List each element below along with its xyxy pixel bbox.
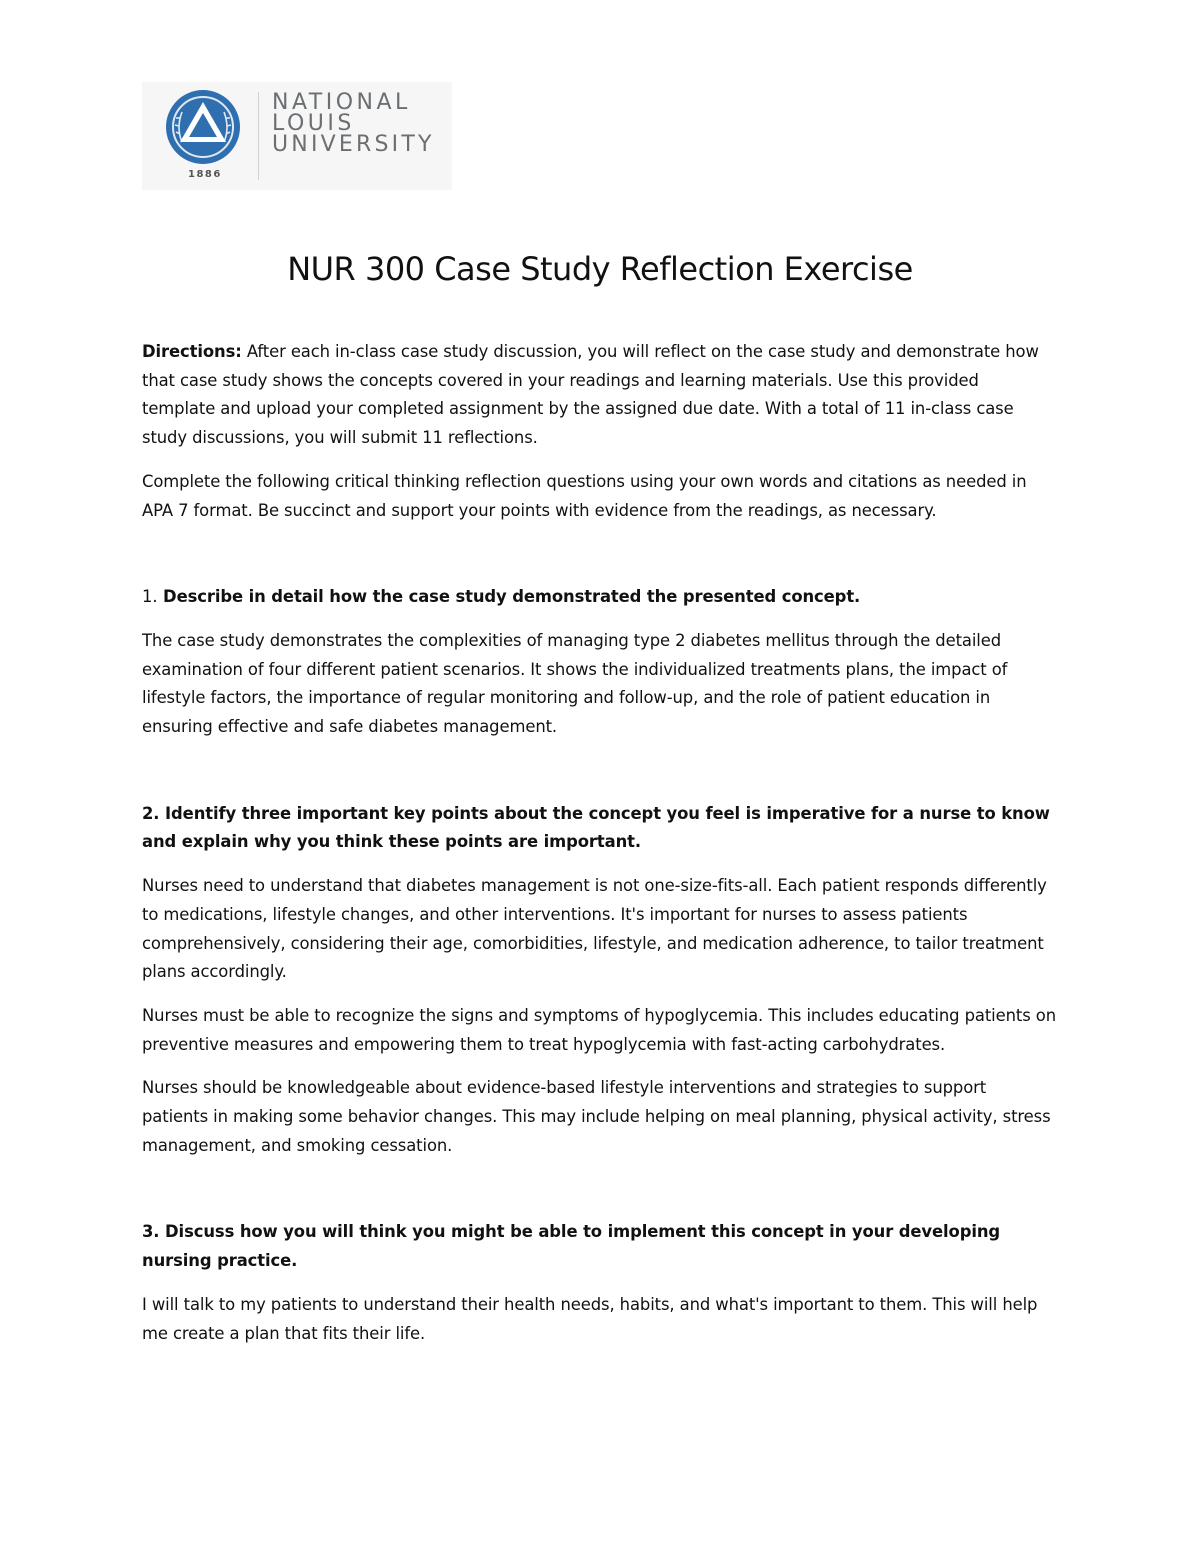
question-2: [142, 800, 1057, 857]
question-2-number: 2.: [142, 803, 160, 823]
instructions-paragraph: Complete the following critical thinking reflection questions using your own words and citations as needed in APA 7 format. Be succinct and support your points with evidence from the readings, as necessary.: [142, 471, 1027, 520]
directions-text: After each in-class case study discussion, you will reflect on the case study and demonstrate how that case study shows the concepts covered in your readings and learning materials. Use this provided template and upload your completed assignment by the assigned due date. With a total of 11 in-class case study discussions, you will submit 11 reflections.: [142, 342, 1039, 448]
question-2-prompt: Identify three important key points about the concept you feel is imperative for a nurse to know and explain why you think these points are important.: [142, 803, 1050, 852]
directions-label: Directions:: [142, 342, 242, 361]
logo-divider: [258, 92, 259, 180]
question-3: [142, 1218, 1057, 1275]
university-logo: [142, 82, 452, 190]
answer-1: The case study demonstrates the complexities of managing type 2 diabetes mellitus through the detailed examination of four different patient scenarios. It shows the individualized treatments plans, the impact of lifestyle factors, the importance of regular monitoring and follow-up, and the role of patient education in ensuring effective and safe diabetes management.: [142, 630, 1008, 737]
answer-2-point-1: Nurses need to understand that diabetes management is not one-size-fits-all. Each patient responds differently to medications, lifestyle changes, and other interventions. It's important for nurses to assess patients comprehensively, considering their age, comorbidities, lifestyle, and medication adherence, to tailor treatment plans accordingly.: [142, 876, 1047, 982]
directions-paragraph: [142, 338, 1057, 453]
question-3-number: 3.: [142, 1222, 160, 1242]
answer-2-point-2: Nurses must be able to recognize the signs and symptoms of hypoglycemia. This includes educating patients on preventive measures and empowering them to treat hypoglycemia with fast-acting carbohydrates.: [142, 1005, 1056, 1054]
question-1-prompt: Describe in detail how the case study demonstrated the presented concept.: [157, 587, 861, 607]
logo-wordmark: [272, 92, 435, 155]
logo-line-louis: LOUIS: [272, 111, 355, 136]
logo-line-university: UNIVERSITY: [272, 132, 435, 157]
question-1: [142, 583, 1057, 612]
question-3-prompt: Discuss how you will think you might be able to implement this concept in your developing nursing practice.: [142, 1222, 1001, 1271]
document-body: [142, 338, 1057, 1348]
logo-year: 1886: [188, 169, 222, 180]
logo-line-national: NATIONAL: [272, 90, 411, 115]
document-title: NUR 300 Case Study Reflection Exercise: [287, 250, 913, 288]
answer-3: I will talk to my patients to understand their health needs, habits, and what's important to them. This will help me create a plan that fits their life.: [142, 1294, 1038, 1343]
question-1-number: 1.: [142, 587, 158, 607]
answer-2-point-3: Nurses should be knowledgeable about evidence-based lifestyle interventions and strategies to support patients in making some behavior changes. This may include helping on meal planning, physical activity, stress management, and smoking cessation.: [142, 1078, 1051, 1155]
